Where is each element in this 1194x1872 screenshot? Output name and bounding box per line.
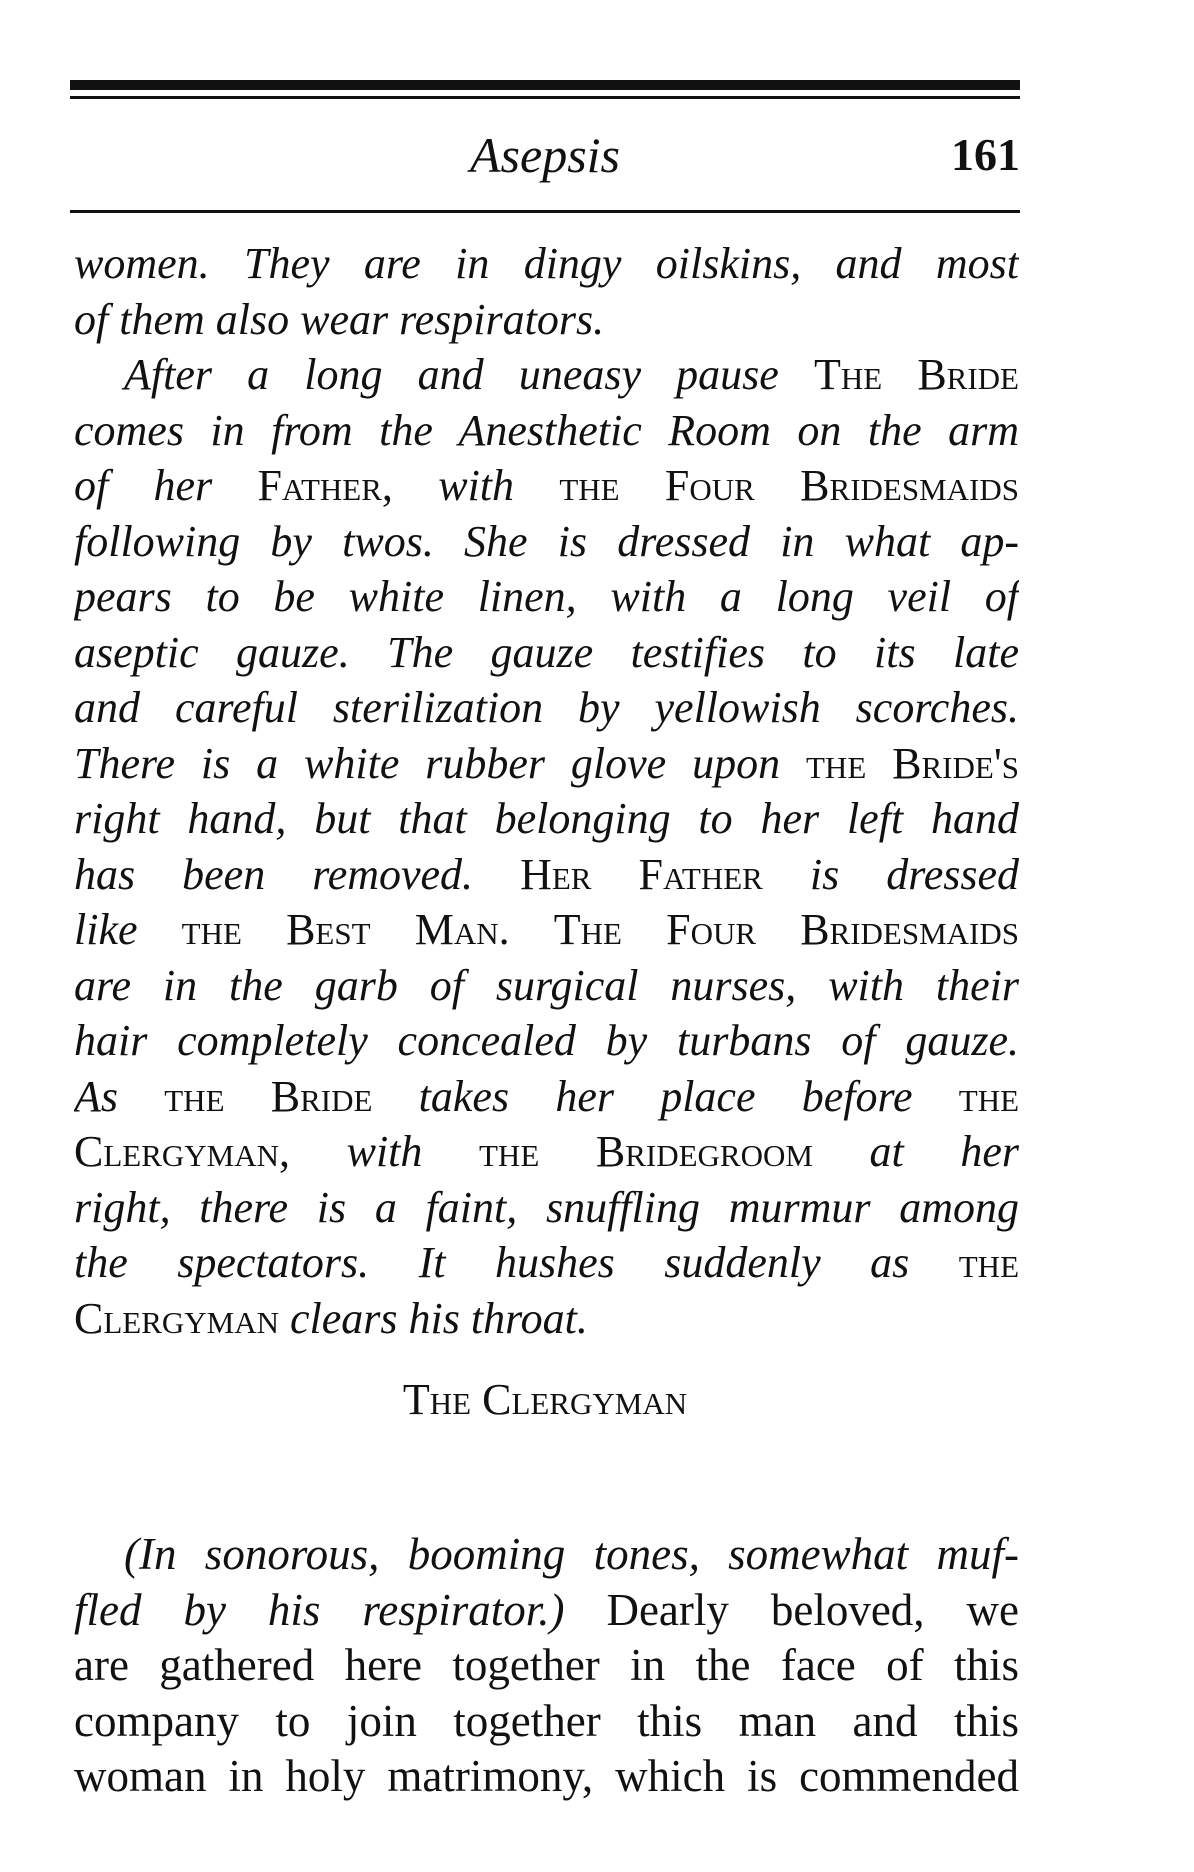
character-name: The Four Bridesmaids bbox=[553, 905, 1019, 954]
character-name: Clergyman, bbox=[74, 1127, 291, 1176]
character-name: Father, bbox=[257, 461, 393, 510]
text-line: (In sonorous, booming tones, somewhat muf- bbox=[124, 1529, 1019, 1579]
text-line: Clergyman, with the Bridegroom at her bbox=[74, 1127, 1019, 1176]
text-line: of them also wear respirators. bbox=[74, 294, 605, 344]
character-name: The Bride bbox=[813, 350, 1019, 399]
stage-direction bbox=[74, 236, 1019, 1346]
character-name: the Four Bridesmaids bbox=[559, 461, 1019, 510]
text-line: fled by his respirator.) Dearly beloved, we bbox=[74, 1584, 1019, 1635]
text-line: has been removed. Her Father is dressed bbox=[74, 849, 1019, 899]
speech bbox=[74, 1527, 1019, 1805]
running-head bbox=[70, 120, 1020, 190]
text-line: like the Best Man. The Four Bridesmaids bbox=[74, 905, 1019, 954]
text-line: company to join together this man and this bbox=[74, 1695, 1019, 1746]
text-line: are in the garb of surgical nurses, with their bbox=[74, 960, 1019, 1010]
text-line: woman in holy matrimony, which is commended bbox=[74, 1751, 1019, 1801]
text-line: right hand, but that belonging to her left hand bbox=[74, 794, 1019, 843]
text-line: comes in from the Anesthetic Room on the arm bbox=[74, 405, 1019, 455]
text-line: are gathered here together in the face of this bbox=[74, 1640, 1019, 1690]
text-line: As the Bride takes her place before the bbox=[74, 1071, 1019, 1121]
text-line: There is a white rubber glove upon the Bride's bbox=[74, 738, 1019, 788]
character-name: the Best Man. bbox=[181, 905, 510, 954]
text-line: women. They are in dingy oilskins, and most bbox=[74, 239, 1019, 288]
running-title: Asepsis bbox=[470, 127, 620, 183]
header-rule bbox=[70, 210, 1020, 213]
character-name: the Bride's bbox=[806, 738, 1019, 788]
character-name: the Bride bbox=[164, 1071, 373, 1121]
character-name: Clergyman bbox=[74, 1293, 280, 1343]
character-name: the bbox=[958, 1238, 1019, 1287]
character-name: the Bridegroom bbox=[479, 1127, 813, 1176]
text-line: following by twos. She is dressed in what ap- bbox=[74, 516, 1019, 566]
text-line: hair completely concealed by turbans of gauze. bbox=[74, 1016, 1019, 1065]
text-line: right, there is a faint, snuffling murmur among bbox=[74, 1182, 1019, 1232]
page-number: 161 bbox=[951, 129, 1020, 180]
text-line: After a long and uneasy pause The Bride bbox=[124, 350, 1019, 399]
text-line: the spectators. It hushes suddenly as the bbox=[74, 1238, 1019, 1287]
character-name: the bbox=[958, 1071, 1019, 1121]
text-line: and careful sterilization by yellowish scorches. bbox=[74, 683, 1019, 732]
speaker-heading: The Clergyman bbox=[402, 1375, 688, 1424]
top-rule-thick bbox=[70, 80, 1020, 90]
text-line: aseptic gauze. The gauze testifies to its late bbox=[74, 627, 1019, 677]
top-rule-thin bbox=[70, 96, 1020, 99]
text-line: of her Father, with the Four Bridesmaids bbox=[74, 461, 1019, 510]
character-name: Her Father bbox=[520, 849, 763, 899]
text-line: pears to be white linen, with a long veil of bbox=[74, 572, 1019, 621]
text-line: Clergyman clears his throat. bbox=[74, 1293, 588, 1343]
